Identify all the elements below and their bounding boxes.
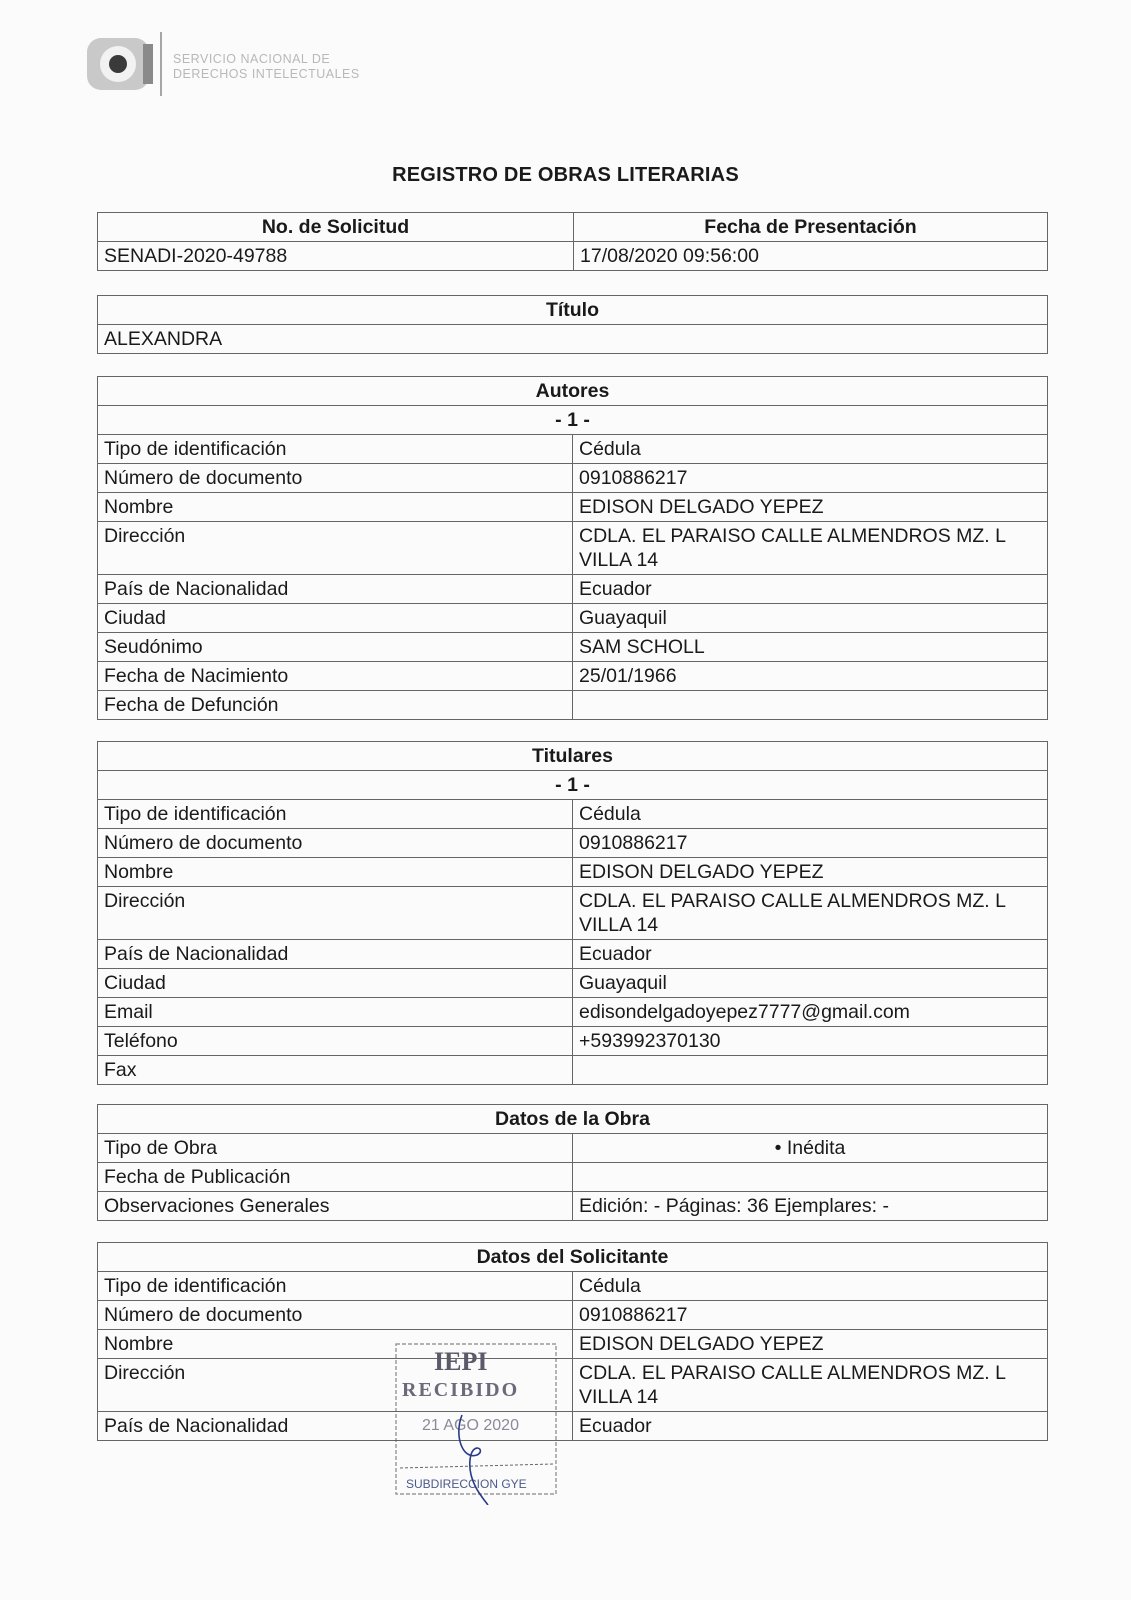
row-value: Guayaquil bbox=[573, 604, 1048, 633]
stamp-line-4: SUBDIRECCION GYE bbox=[406, 1477, 527, 1491]
logo-line-2: DERECHOS INTELECTUALES bbox=[173, 67, 360, 81]
row-label: Dirección bbox=[98, 1359, 573, 1412]
solicitante-table bbox=[97, 1242, 1048, 1441]
logo-line-1: SERVICIO NACIONAL DE bbox=[173, 52, 331, 66]
titulo-table bbox=[97, 295, 1048, 354]
row-label: Seudónimo bbox=[98, 633, 573, 662]
fecha-publicacion-label: Fecha de Publicación bbox=[98, 1163, 573, 1192]
senadi-emblem-icon bbox=[85, 30, 165, 98]
obra-table bbox=[97, 1104, 1048, 1221]
row-value: 0910886217 bbox=[573, 464, 1048, 493]
solicitud-number: SENADI-2020-49788 bbox=[98, 242, 574, 271]
document-title: REGISTRO DE OBRAS LITERARIAS bbox=[392, 164, 739, 186]
row-label: Email bbox=[98, 998, 573, 1027]
row-label: Nombre bbox=[98, 493, 573, 522]
row-value: Ecuador bbox=[573, 940, 1048, 969]
titulares-table bbox=[97, 741, 1048, 1085]
row-value: Guayaquil bbox=[573, 969, 1048, 998]
row-label: País de Nacionalidad bbox=[98, 575, 573, 604]
titulo-value: ALEXANDRA bbox=[98, 325, 1048, 354]
row-value: CDLA. EL PARAISO CALLE ALMENDROS MZ. L VILLA 14 bbox=[573, 887, 1048, 940]
row-label: Teléfono bbox=[98, 1027, 573, 1056]
row-label: Número de documento bbox=[98, 464, 573, 493]
row-label: Número de documento bbox=[98, 829, 573, 858]
row-label: País de Nacionalidad bbox=[98, 940, 573, 969]
fecha-publicacion-value bbox=[573, 1163, 1048, 1192]
row-label: Fecha de Nacimiento bbox=[98, 662, 573, 691]
solicitud-table bbox=[97, 212, 1048, 271]
stamp-line-1: IEPI bbox=[434, 1347, 488, 1376]
row-value: Cédula bbox=[573, 1272, 1048, 1301]
row-value: CDLA. EL PARAISO CALLE ALMENDROS MZ. L VILLA 14 bbox=[573, 1359, 1048, 1412]
row-value: Ecuador bbox=[573, 575, 1048, 604]
observaciones-value: Edición: - Páginas: 36 Ejemplares: - bbox=[573, 1192, 1048, 1221]
row-label: Nombre bbox=[98, 1330, 573, 1359]
autores-table bbox=[97, 376, 1048, 720]
row-value bbox=[573, 1056, 1048, 1085]
row-value: Cédula bbox=[573, 800, 1048, 829]
row-label: Dirección bbox=[98, 522, 573, 575]
row-value: edisondelgadoyepez7777@gmail.com bbox=[573, 998, 1048, 1027]
senadi-logo bbox=[85, 30, 385, 98]
row-value bbox=[573, 691, 1048, 720]
tipo-obra-label: Tipo de Obra bbox=[98, 1134, 573, 1163]
autores-index: - 1 - bbox=[98, 406, 1048, 435]
row-label: País de Nacionalidad bbox=[98, 1412, 573, 1441]
row-value: 25/01/1966 bbox=[573, 662, 1048, 691]
fecha-presentacion: 17/08/2020 09:56:00 bbox=[574, 242, 1048, 271]
row-value: EDISON DELGADO YEPEZ bbox=[573, 858, 1048, 887]
row-label: Ciudad bbox=[98, 604, 573, 633]
received-stamp bbox=[392, 1340, 562, 1505]
titulares-header: Titulares bbox=[98, 742, 1048, 771]
row-value: SAM SCHOLL bbox=[573, 633, 1048, 662]
row-value: EDISON DELGADO YEPEZ bbox=[573, 493, 1048, 522]
row-label: Dirección bbox=[98, 887, 573, 940]
row-value: EDISON DELGADO YEPEZ bbox=[573, 1330, 1048, 1359]
autores-header: Autores bbox=[98, 377, 1048, 406]
observaciones-label: Observaciones Generales bbox=[98, 1192, 573, 1221]
stamp-line-3: 21 AGO 2020 bbox=[422, 1417, 519, 1434]
row-label: Tipo de identificación bbox=[98, 435, 573, 464]
solicitud-number-header: No. de Solicitud bbox=[98, 213, 574, 242]
fecha-presentacion-header: Fecha de Presentación bbox=[574, 213, 1048, 242]
row-label: Tipo de identificación bbox=[98, 800, 573, 829]
solicitante-header: Datos del Solicitante bbox=[98, 1243, 1048, 1272]
row-label: Ciudad bbox=[98, 969, 573, 998]
row-label: Número de documento bbox=[98, 1301, 573, 1330]
tipo-obra-value: • Inédita bbox=[573, 1134, 1048, 1163]
row-label: Fax bbox=[98, 1056, 573, 1085]
obra-header: Datos de la Obra bbox=[98, 1105, 1048, 1134]
row-value: Ecuador bbox=[573, 1412, 1048, 1441]
row-value: 0910886217 bbox=[573, 829, 1048, 858]
stamp-line-2: RECIBIDO bbox=[402, 1379, 520, 1401]
row-value: +593992370130 bbox=[573, 1027, 1048, 1056]
row-label: Fecha de Defunción bbox=[98, 691, 573, 720]
titulo-header: Título bbox=[98, 296, 1048, 325]
titulares-index: - 1 - bbox=[98, 771, 1048, 800]
row-label: Tipo de identificación bbox=[98, 1272, 573, 1301]
row-value: CDLA. EL PARAISO CALLE ALMENDROS MZ. L VILLA 14 bbox=[573, 522, 1048, 575]
row-value: Cédula bbox=[573, 435, 1048, 464]
row-value: 0910886217 bbox=[573, 1301, 1048, 1330]
row-label: Nombre bbox=[98, 858, 573, 887]
